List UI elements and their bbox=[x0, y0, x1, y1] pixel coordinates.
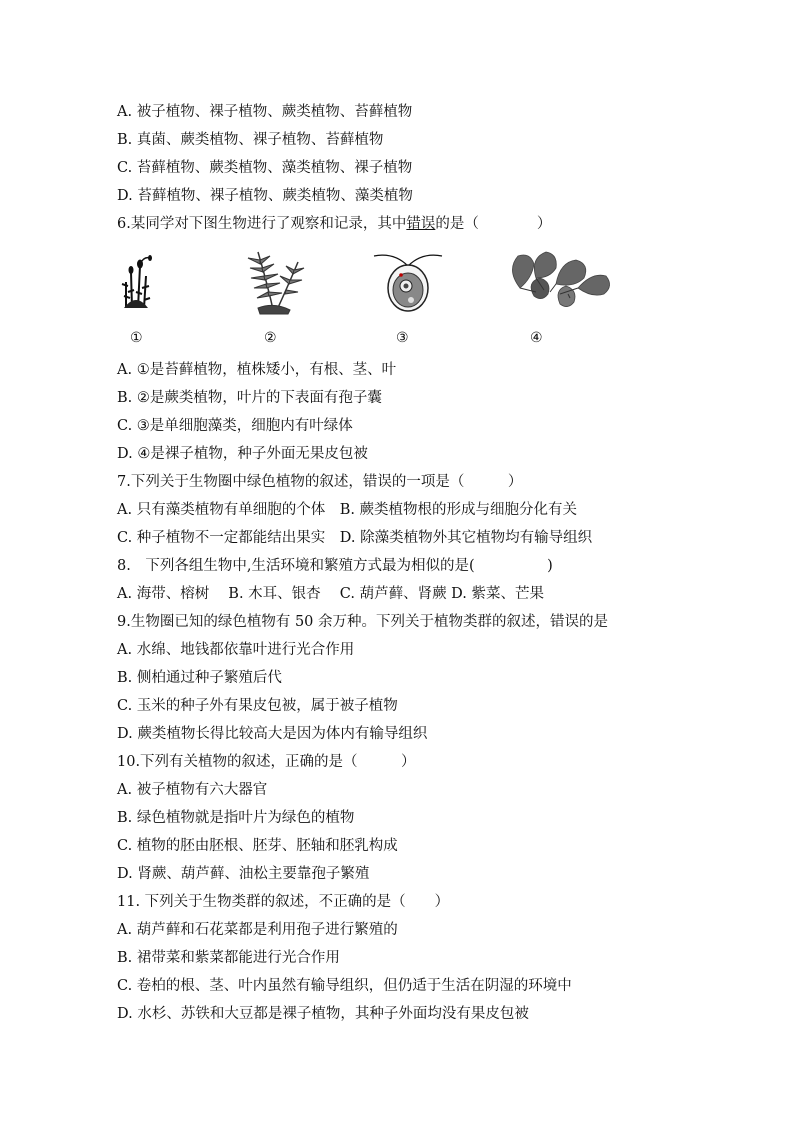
q5-option-b: B. 真菌、蕨类植物、裸子植物、苔藓植物 bbox=[117, 132, 384, 148]
figure-label-1: ① bbox=[130, 330, 143, 346]
q7-options-row-2: C. 种子植物不一定都能结出果实 D. 除藻类植物外其它植物均有输导组织 bbox=[117, 530, 593, 546]
figure-label-2: ② bbox=[264, 330, 277, 346]
q6-option-b: B. ②是蕨类植物，叶片的下表面有孢子囊 bbox=[117, 390, 382, 406]
q11-option-c: C. 卷柏的根、茎、叶内虽然有输导组织，但仍适于生活在阴湿的环境中 bbox=[117, 978, 572, 994]
q11-option-a: A. 葫芦藓和石花菜都是利用孢子进行繁殖的 bbox=[117, 922, 398, 938]
q6-stem-pre: 6.某同学对下图生物进行了观察和记录，其中 bbox=[117, 216, 407, 232]
q11-option-b: B. 裙带菜和紫菜都能进行光合作用 bbox=[117, 950, 340, 966]
q6-option-c: C. ③是单细胞藻类，细胞内有叶绿体 bbox=[117, 418, 353, 434]
q5-option-c: C. 苔藓植物、蕨类植物、藻类植物、裸子植物 bbox=[117, 160, 413, 176]
q10-stem: 10.下列有关植物的叙述，正确的是（ ） bbox=[117, 754, 416, 770]
q7-options-row-1: A. 只有藻类植物有单细胞的个体 B. 蕨类植物根的形成与细胞分化有关 bbox=[117, 502, 578, 518]
q10-option-c: C. 植物的胚由胚根、胚芽、胚轴和胚乳构成 bbox=[117, 838, 398, 854]
q9-stem: 9.生物圈已知的绿色植物有 50 余万种。下列关于植物类群的叙述，错误的是 bbox=[117, 614, 609, 630]
fern-image bbox=[238, 246, 310, 316]
q11-stem: 11. 下列关于生物类群的叙述，不正确的是（ ） bbox=[117, 894, 450, 910]
ginkgo-image bbox=[500, 248, 616, 312]
q11-option-d: D. 水杉、苏铁和大豆都是裸子植物，其种子外面均没有果皮包被 bbox=[117, 1006, 529, 1022]
q6-figures bbox=[110, 244, 630, 354]
q10-option-b: B. 绿色植物就是指叶片为绿色的植物 bbox=[117, 810, 355, 826]
moss-image bbox=[116, 252, 156, 310]
q6-option-d: D. ④是裸子植物，种子外面无果皮包被 bbox=[117, 446, 368, 462]
q10-option-a: A. 被子植物有六大器官 bbox=[117, 782, 268, 798]
q7-stem: 7.下列关于生物圈中绿色植物的叙述，错误的一项是（ ） bbox=[117, 474, 523, 490]
q5-option-a: A. 被子植物、裸子植物、蕨类植物、苔藓植物 bbox=[117, 104, 413, 120]
q10-option-d: D. 肾蕨、葫芦藓、油松主要靠孢子繁殖 bbox=[117, 866, 370, 882]
q8-options: A. 海带、榕树 B. 木耳、银杏 C. 葫芦藓、肾蕨 D. 紫菜、芒果 bbox=[117, 586, 545, 602]
q9-option-a: A. 水绵、地钱都依靠叶进行光合作用 bbox=[117, 642, 355, 658]
q9-option-c: C. 玉米的种子外有果皮包被，属于被子植物 bbox=[117, 698, 398, 714]
figure-label-4: ④ bbox=[530, 330, 543, 346]
q6-stem bbox=[117, 214, 551, 234]
q6-stem-post: 的是（ ） bbox=[435, 216, 552, 232]
q6-stem-underlined: 错误 bbox=[406, 216, 436, 232]
q9-option-b: B. 侧柏通过种子繁殖后代 bbox=[117, 670, 282, 686]
chlamydomonas-image bbox=[368, 248, 448, 314]
q5-option-d: D. 苔藓植物、裸子植物、蕨类植物、藻类植物 bbox=[117, 188, 413, 204]
q8-stem: 8. 下列各组生物中,生活环境和繁殖方式最为相似的是( ) bbox=[117, 558, 553, 574]
figure-label-3: ③ bbox=[396, 330, 409, 346]
q6-option-a: A. ①是苔藓植物，植株矮小，有根、茎、叶 bbox=[117, 362, 397, 378]
q9-option-d: D. 蕨类植物长得比较高大是因为体内有输导组织 bbox=[117, 726, 428, 742]
